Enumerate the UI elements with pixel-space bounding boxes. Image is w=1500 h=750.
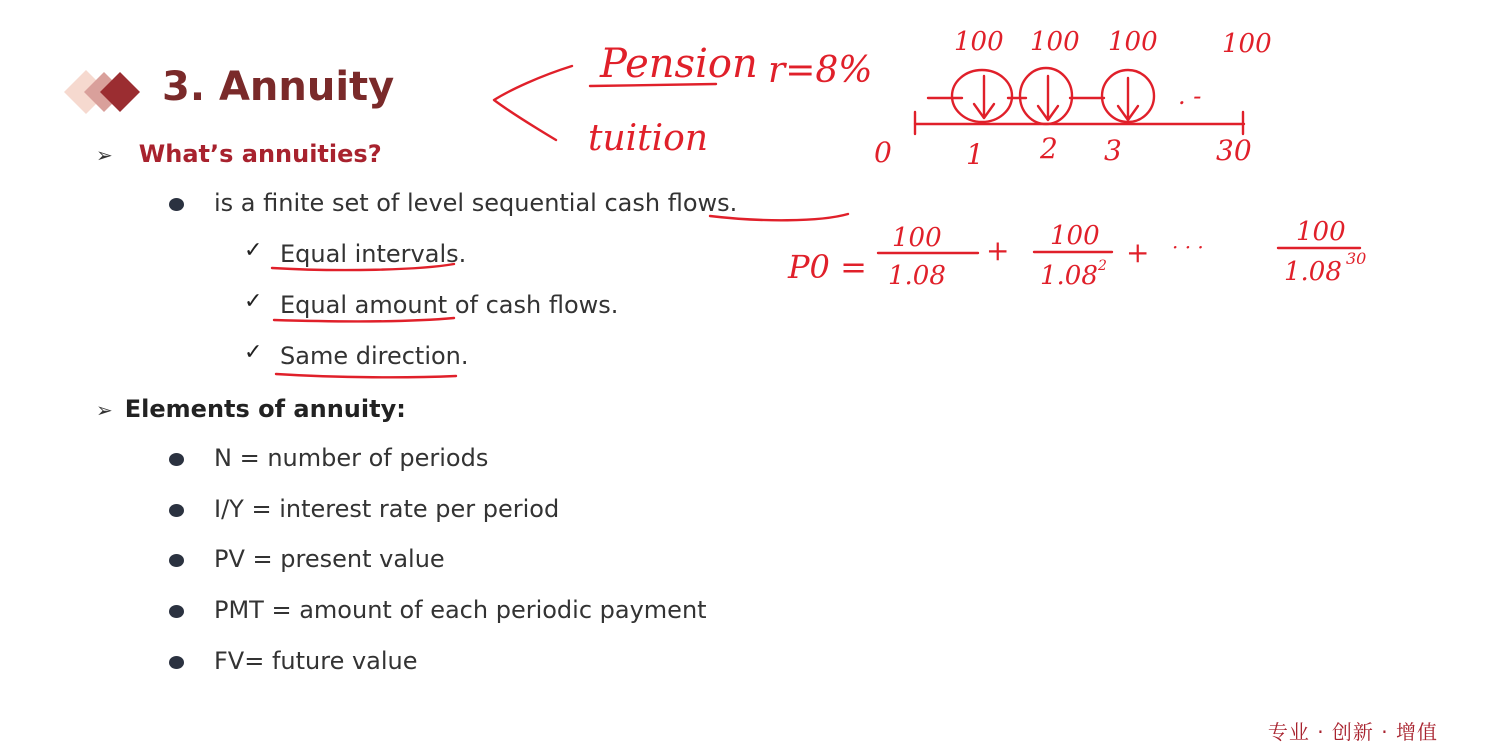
tick-label: 2 xyxy=(1040,132,1058,165)
bullet-text: I/Y = interest rate per period xyxy=(214,495,560,523)
exponent: 2 xyxy=(1098,258,1107,274)
check-text: Equal intervals. xyxy=(280,240,467,268)
plus-sign: + xyxy=(1126,236,1150,269)
checkmark-icon: ✓ xyxy=(244,238,263,263)
definition-bullet xyxy=(214,189,737,217)
down-arrow xyxy=(1118,78,1138,120)
payment-circle xyxy=(952,70,1012,122)
numerator: 100 xyxy=(1050,221,1100,251)
bullet-text: is a finite set of level sequential cash flows. xyxy=(214,189,738,217)
bullet-dot-icon xyxy=(169,504,184,517)
diamond-decoration-icon xyxy=(40,62,150,122)
check-text: Same direction. xyxy=(280,342,469,370)
check-text: Equal amount of cash flows. xyxy=(280,291,619,319)
heading-text: What’s annuities? xyxy=(138,140,382,168)
element-bullet xyxy=(214,444,488,472)
exponent: 30 xyxy=(1346,249,1367,268)
section-heading-elements xyxy=(96,395,406,423)
footer-slogan: 专业 · 创新 · 增值 xyxy=(1267,720,1438,744)
ellipsis: · · · xyxy=(1172,235,1204,259)
checkmark-icon: ✓ xyxy=(244,340,263,365)
plus-sign: + xyxy=(986,234,1010,267)
bullet-text: N = number of periods xyxy=(214,444,489,472)
brace-stroke xyxy=(494,66,572,140)
bullet-text: PMT = amount of each periodic payment xyxy=(214,596,707,624)
tick-label: 30 xyxy=(1216,134,1252,167)
note-rate: r=8% xyxy=(768,50,873,91)
element-bullet xyxy=(214,596,707,624)
arrow-bullet-icon: ➢ xyxy=(96,143,113,167)
check-item xyxy=(244,289,619,319)
numerator: 100 xyxy=(1296,217,1346,247)
payment-label: 100 xyxy=(1108,27,1158,57)
check-item xyxy=(244,238,467,268)
payment-label: 100 xyxy=(954,27,1004,57)
element-bullet xyxy=(214,495,559,523)
bullet-text: FV= future value xyxy=(214,647,418,675)
bullet-dot-icon xyxy=(169,453,184,466)
payment-label: 100 xyxy=(1222,29,1272,59)
down-arrow xyxy=(974,76,994,118)
element-bullet xyxy=(214,545,445,573)
arrow-bullet-icon: ➢ xyxy=(96,398,113,422)
pension-underline xyxy=(590,84,716,86)
denominator: 1.08 xyxy=(1284,257,1342,287)
bullet-dot-icon xyxy=(169,605,184,618)
note-pension: Pension xyxy=(600,41,758,87)
slide-title: 3. Annuity xyxy=(162,64,395,110)
numerator: 100 xyxy=(892,223,942,253)
timeline-dots: . - xyxy=(1178,82,1202,110)
payment-circle xyxy=(1102,70,1154,122)
tick-label: 0 xyxy=(874,136,892,169)
bullet-dot-icon xyxy=(169,198,184,211)
pv-label: P0 = xyxy=(788,248,867,286)
bullet-dot-icon xyxy=(169,554,184,567)
denominator: 1.08 xyxy=(1040,261,1098,291)
tick-label: 1 xyxy=(966,138,984,171)
element-bullet xyxy=(214,647,418,675)
tick-label: 3 xyxy=(1104,134,1122,167)
note-tuition: tuition xyxy=(588,118,709,159)
payment-circle xyxy=(1020,68,1072,124)
payment-label: 100 xyxy=(1030,27,1080,57)
bullet-text: PV = present value xyxy=(214,545,445,573)
section-heading-what xyxy=(96,140,382,168)
underline-direction xyxy=(276,374,456,377)
down-arrow xyxy=(1038,76,1058,120)
checkmark-icon: ✓ xyxy=(244,289,263,314)
heading-text: Elements of annuity: xyxy=(124,395,406,423)
check-item xyxy=(244,340,469,370)
bullet-dot-icon xyxy=(169,656,184,669)
denominator: 1.08 xyxy=(888,261,946,291)
